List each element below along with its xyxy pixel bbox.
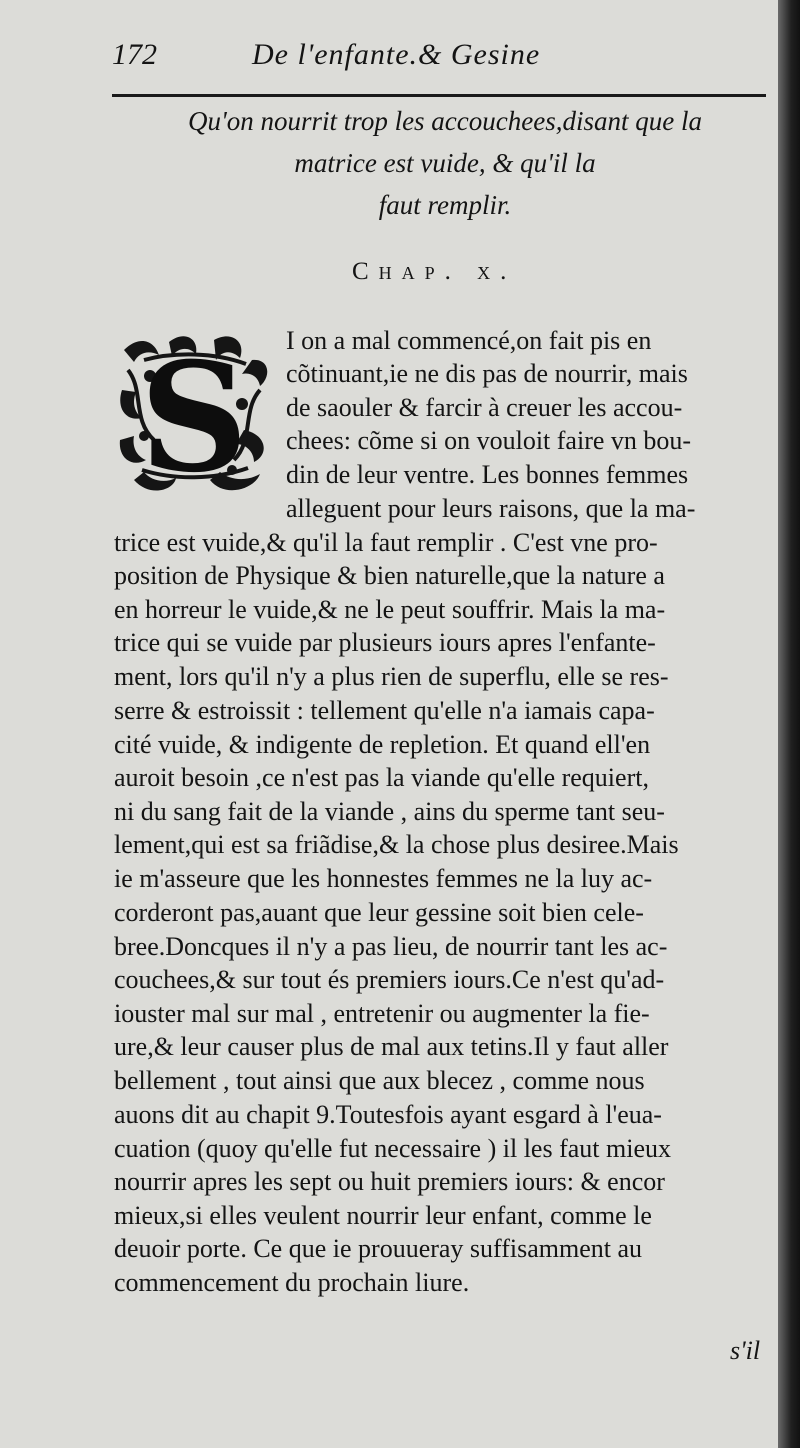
text-line: position de Physique & bien naturelle,que la nature a [114,561,665,590]
text-line: mieux,si elles veulent nourrir leur enfant, comme le [114,1201,652,1230]
text-line: trice qui se vuide par plusieurs iours apres l'enfante- [114,628,656,657]
header-rule [112,94,766,97]
text-line: cité vuide, & indigente de repletion. Et quand ell'en [114,730,651,759]
text-line: cuation (quoy qu'elle fut necessaire ) il les faut mieux [114,1134,671,1163]
text-line: ment, lors qu'il n'y a plus rien de superflu, elle se res- [114,662,669,691]
chapter-label: Chap. x. [352,258,517,285]
page-edge [778,0,800,1448]
chapter-title-line: faut remplir. [378,190,512,220]
text-line: deuoir porte. Ce que ie prouueray suffisamment au [114,1234,643,1263]
text-line: nourrir apres les sept ou huit premiers iours: & encor [114,1167,665,1196]
chapter-title-line: Qu'on nourrit trop les accouchees,disant que la [188,106,702,136]
text-line: cõtinuant,ie ne dis pas de nourrir, mais [286,359,688,388]
text-line: lement,qui est sa friãdise,& la chose plus desiree.Mais [114,830,679,859]
text-line: ni du sang fait de la viande , ains du sperme tant seu- [114,797,665,826]
page-header [112,36,772,92]
text-line: corderont pas,auant que leur gessine soit bien cele- [114,898,644,927]
text-line: bree.Doncques il n'y a pas lieu, de nourrir tant les ac- [114,932,668,961]
text-line: serre & estroissit : tellement qu'elle n'a iamais capa- [114,696,655,725]
text-line: alleguent pour leurs raisons, que la ma- [286,494,696,523]
text-line: ure,& leur causer plus de mal aux tetins.Il y faut aller [114,1032,669,1061]
text-line: iouster mal sur mal , entretenir ou augmenter la fie- [114,999,650,1028]
text-line: I on a mal commencé,on fait pis en [286,326,652,355]
text-line: en horreur le vuide,& ne le peut souffrir. Mais la ma- [114,595,666,624]
text-line: couchees,& sur tout és premiers iours.Ce n'est qu'ad- [114,965,665,994]
chapter-title [130,100,760,226]
text-line: auroit besoin ,ce n'est pas la viande qu'elle requiert, [114,763,649,792]
ornamental-initial-icon [114,330,274,498]
text-line: auons dit au chapit 9.Toutesfois ayant esgard à l'eua- [114,1100,662,1129]
page-number: 172 [112,38,157,71]
text-line: de saouler & farcir à creuer les accou- [286,393,683,422]
text-line: ie m'asseure que les honnestes femmes ne la luy ac- [114,864,653,893]
drop-cap-letter: S [139,330,249,498]
text-line: commencement du prochain liure. [114,1268,470,1297]
text-line: din de leur ventre. Les bonnes femmes [286,460,689,489]
running-head: De l'enfante.& Gesine [252,38,541,71]
text-line: trice est vuide,& qu'il la faut remplir . C'est vne pro- [114,528,658,557]
text-line: chees: cõme si on vouloit faire vn bou- [286,426,692,455]
chapter-title-line: matrice est vuide, & qu'il la [294,148,596,178]
catchword: s'il [730,1336,761,1365]
text-line: bellement , tout ainsi que aux blecez , comme nous [114,1066,645,1095]
